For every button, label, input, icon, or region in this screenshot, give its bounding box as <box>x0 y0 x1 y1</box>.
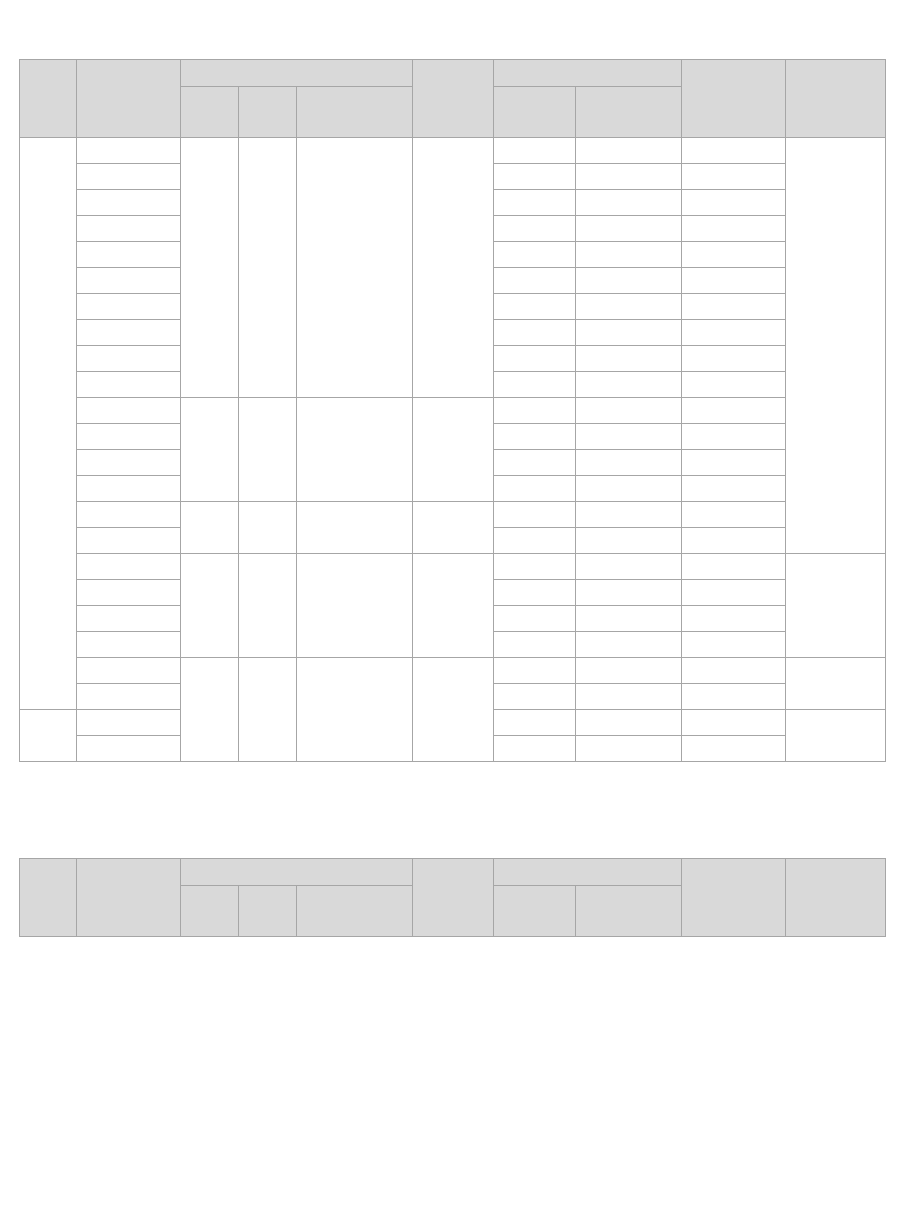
current-cell <box>682 554 786 580</box>
noload-cell <box>494 294 576 320</box>
noload-cell <box>494 606 576 632</box>
header-noload <box>494 886 576 937</box>
impedance-cell <box>786 554 886 658</box>
header-noload <box>494 87 576 138</box>
capacity-cell <box>77 710 181 736</box>
capacity-cell <box>77 190 181 216</box>
table-row <box>20 138 886 164</box>
noload-cell <box>494 398 576 424</box>
header-model <box>20 60 77 138</box>
capacity-cell <box>77 138 181 164</box>
capacity-cell <box>77 476 181 502</box>
noload-cell <box>494 658 576 684</box>
capacity-cell <box>77 398 181 424</box>
current-cell <box>682 632 786 658</box>
load-cell <box>576 216 682 242</box>
capacity-cell <box>77 346 181 372</box>
load-cell <box>576 736 682 762</box>
noload-cell <box>494 580 576 606</box>
noload-cell <box>494 710 576 736</box>
tap-cell <box>297 658 413 762</box>
noload-cell <box>494 528 576 554</box>
noload-cell <box>494 502 576 528</box>
lv-cell <box>239 554 297 658</box>
capacity-cell <box>77 606 181 632</box>
header-load <box>576 87 682 138</box>
current-cell <box>682 502 786 528</box>
noload-cell <box>494 138 576 164</box>
noload-cell <box>494 372 576 398</box>
no-load-tap-table <box>19 59 886 762</box>
lv-cell <box>239 398 297 502</box>
header-tap <box>297 886 413 937</box>
header-lv <box>239 87 297 138</box>
noload-cell <box>494 424 576 450</box>
load-cell <box>576 398 682 424</box>
tap-cell <box>297 502 413 554</box>
hv-cell <box>181 554 239 658</box>
load-cell <box>576 242 682 268</box>
load-cell <box>576 554 682 580</box>
table-row <box>20 554 886 580</box>
lv-cell <box>239 658 297 762</box>
header-hv <box>181 886 239 937</box>
current-cell <box>682 268 786 294</box>
current-cell <box>682 398 786 424</box>
current-cell <box>682 190 786 216</box>
current-cell <box>682 372 786 398</box>
capacity-cell <box>77 268 181 294</box>
header-voltage-group <box>181 859 413 886</box>
header-current <box>682 859 786 937</box>
capacity-cell <box>77 528 181 554</box>
load-cell <box>576 710 682 736</box>
current-cell <box>682 684 786 710</box>
capacity-cell <box>77 632 181 658</box>
table-row <box>20 502 886 528</box>
noload-cell <box>494 164 576 190</box>
capacity-cell <box>77 684 181 710</box>
load-cell <box>576 632 682 658</box>
vector-cell <box>413 398 494 502</box>
capacity-cell <box>77 502 181 528</box>
load-cell <box>576 346 682 372</box>
hv-cell <box>181 138 239 398</box>
capacity-cell <box>77 164 181 190</box>
load-cell <box>576 658 682 684</box>
capacity-cell <box>77 554 181 580</box>
load-cell <box>576 502 682 528</box>
noload-cell <box>494 476 576 502</box>
header-tap <box>297 87 413 138</box>
load-cell <box>576 684 682 710</box>
noload-cell <box>494 450 576 476</box>
header-model <box>20 859 77 937</box>
hv-cell <box>181 398 239 502</box>
capacity-cell <box>77 294 181 320</box>
current-cell <box>682 736 786 762</box>
header-capacity <box>77 859 181 937</box>
on-load-tap-table <box>19 858 886 937</box>
impedance-cell <box>786 658 886 710</box>
load-cell <box>576 580 682 606</box>
load-cell <box>576 320 682 346</box>
capacity-cell <box>77 216 181 242</box>
current-cell <box>682 164 786 190</box>
header-impedance <box>786 60 886 138</box>
tap-cell <box>297 398 413 502</box>
impedance-cell <box>786 138 886 554</box>
noload-cell <box>494 736 576 762</box>
hv-cell <box>181 658 239 762</box>
current-cell <box>682 294 786 320</box>
vector-cell <box>413 502 494 554</box>
load-cell <box>576 268 682 294</box>
header-voltage-group <box>181 60 413 87</box>
noload-cell <box>494 554 576 580</box>
header-load <box>576 886 682 937</box>
noload-cell <box>494 216 576 242</box>
current-cell <box>682 528 786 554</box>
tap-cell <box>297 554 413 658</box>
header-lv <box>239 886 297 937</box>
current-cell <box>682 320 786 346</box>
hv-cell <box>181 502 239 554</box>
load-cell <box>576 450 682 476</box>
load-cell <box>576 528 682 554</box>
load-cell <box>576 190 682 216</box>
current-cell <box>682 658 786 684</box>
lv-cell <box>239 138 297 398</box>
current-cell <box>682 242 786 268</box>
noload-cell <box>494 346 576 372</box>
header-vector <box>413 859 494 937</box>
load-cell <box>576 138 682 164</box>
impedance-cell <box>786 710 886 762</box>
capacity-cell <box>77 372 181 398</box>
capacity-cell <box>77 320 181 346</box>
current-cell <box>682 606 786 632</box>
header-impedance <box>786 859 886 937</box>
load-cell <box>576 476 682 502</box>
header-hv <box>181 87 239 138</box>
noload-cell <box>494 320 576 346</box>
vector-cell <box>413 138 494 398</box>
capacity-cell <box>77 450 181 476</box>
noload-cell <box>494 684 576 710</box>
vector-cell <box>413 554 494 658</box>
header-loss <box>494 859 682 886</box>
load-cell <box>576 372 682 398</box>
capacity-cell <box>77 424 181 450</box>
current-cell <box>682 424 786 450</box>
header-loss <box>494 60 682 87</box>
header-capacity <box>77 60 181 138</box>
current-cell <box>682 138 786 164</box>
current-cell <box>682 476 786 502</box>
table-row <box>20 398 886 424</box>
header-vector <box>413 60 494 138</box>
noload-cell <box>494 632 576 658</box>
capacity-cell <box>77 580 181 606</box>
noload-cell <box>494 268 576 294</box>
noload-cell <box>494 242 576 268</box>
table-row <box>20 658 886 684</box>
model-cell <box>20 710 77 762</box>
model-cell <box>20 138 77 710</box>
current-cell <box>682 216 786 242</box>
current-cell <box>682 450 786 476</box>
load-cell <box>576 424 682 450</box>
current-cell <box>682 346 786 372</box>
load-cell <box>576 164 682 190</box>
header-current <box>682 60 786 138</box>
vector-cell <box>413 658 494 762</box>
tap-cell <box>297 138 413 398</box>
capacity-cell <box>77 242 181 268</box>
current-cell <box>682 710 786 736</box>
current-cell <box>682 580 786 606</box>
load-cell <box>576 606 682 632</box>
load-cell <box>576 294 682 320</box>
lv-cell <box>239 502 297 554</box>
capacity-cell <box>77 658 181 684</box>
capacity-cell <box>77 736 181 762</box>
noload-cell <box>494 190 576 216</box>
